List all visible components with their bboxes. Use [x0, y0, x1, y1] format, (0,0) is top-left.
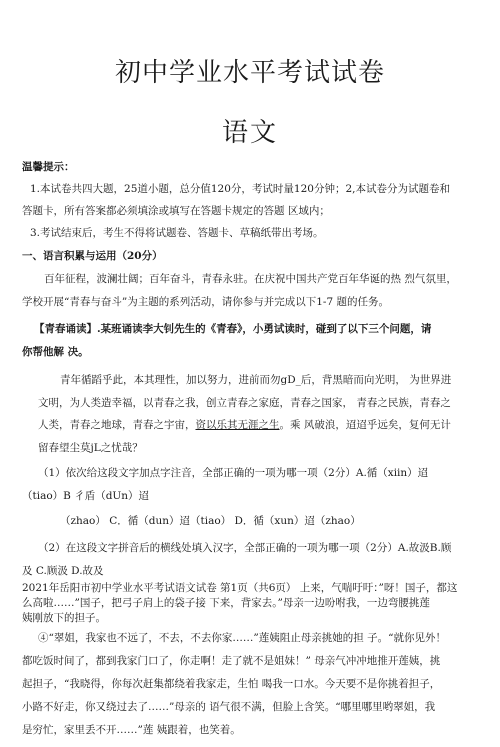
- section-heading: 一、语言积累与运用（20分）: [22, 250, 163, 262]
- paragraph-line: 是穷忙，家里丢不开……”莲 姨跟着，也笑着。: [22, 724, 241, 736]
- notice-line: 答题卡，所有答案都必须填涂或填写在答题卡规定的答题 区域内；: [22, 205, 330, 217]
- question-line: 及 C.顾汲 D.故及: [22, 565, 104, 577]
- passage-text: 。乘 风破浪，迢迢乎远矣，复何无计: [279, 419, 451, 431]
- question-line: （zhao） C．循（dun）迢（tiao） D．循（xun）迢（zhao）: [60, 515, 361, 527]
- intro-line: 学校开展“青春与奋斗”为主题的系列活动，请你参与并完成以下1-7 题的任务。: [22, 296, 389, 308]
- footer-line: 姨刚放下的担子。: [22, 612, 106, 624]
- subject-title: 语文: [221, 118, 278, 148]
- footer-line: 么高啦……”国子，把弓子肩上的袋子接 下来，背家去。”母亲一边吩咐我，一边弯腰挑莲: [22, 597, 430, 609]
- passage-line: [38, 418, 451, 432]
- paragraph-line: 起担子，“我晓得，你每次赶集都绕着我家走，生怕 喝我一口水。今天要不是你挑着担子，: [22, 678, 441, 690]
- exam-title: 初中学业水平考试试卷: [114, 58, 385, 88]
- intro-line: 百年征程，波澜壮阔；百年奋斗，青春永驻。在庆祝中国共产党百年华诞的热 烈气氛里，: [44, 273, 457, 285]
- paragraph-line: ④“翠姐，我家也不远了，不去，不去你家……”莲姨阻止母亲挑她的担 子。“就你见外！: [38, 632, 446, 644]
- question-line: （2）在这段文字拼音后的横线处填入汉字，全部正确的一项为哪一项（2分）A.故汲B.顾: [38, 542, 452, 554]
- notice-heading: 温馨提示：: [22, 161, 75, 173]
- notice-line: 3.考试结束后，考生不得将试题卷、答题卡、草稿纸带出考场。: [30, 227, 324, 239]
- question-line: （1）依次给这段文字加点字注音，全部正确的一项为哪一项（2分）A.循（xiin）迢: [38, 467, 429, 479]
- task-line: 【青春诵读】.某班诵读李大钊先生的《青春》，小勇试读时，碰到了以下三个问题，请: [34, 323, 432, 335]
- task-line: 你帮他解 决。: [22, 346, 89, 358]
- footer-line: 2021年岳阳市初中学业水平考试语文试卷 第1页（共6页） 上来，气喘吁吁：”呀！国子，都这: [22, 582, 458, 594]
- passage-line: 文明，为人类造幸福，以青春之我，创立青春之家庭，青春之国家， 青春之民族，青春之: [38, 397, 451, 409]
- underlined-phrase: 资以乐其无涯之生: [195, 419, 280, 431]
- passage-line: 留春望尘莫jL之忧哉？: [38, 442, 143, 454]
- paragraph-line: 都吃饭时间了，都到我家门口了，你走啊！走了就不是姐妹！” 母亲气冲冲地推开莲姨，挑: [22, 655, 441, 667]
- question-line: （tiao）B 彳盾（dUn）迢: [22, 490, 150, 502]
- notice-line: 1.本试卷共四大题，25道小题，总分值120分，考试时量120分钟；2,本试卷分为试题卷和: [30, 183, 450, 195]
- passage-line: 青年循蹈乎此，本其理性，加以努力，进前而勿gD_后，背黑暗而向光明， 为世界进: [60, 374, 452, 386]
- passage-text: 人类，青春之地球，青春之宇宙，: [38, 419, 196, 431]
- paragraph-line: 小路不好走，你又绕过去了……”母亲的 语气很不满，但脸上含笑。“哪里哪里哟翠姐，我: [22, 701, 436, 713]
